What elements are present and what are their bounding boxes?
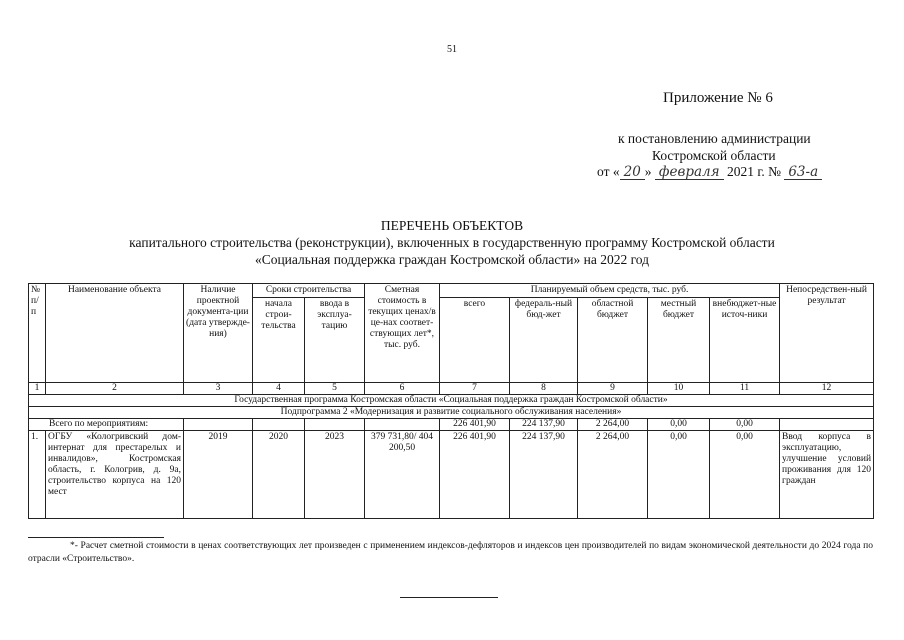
appendix-label: Приложение № 6 bbox=[663, 90, 773, 106]
row-commission: 2023 bbox=[305, 431, 365, 519]
document-subtitle-1: капитального строительства (реконструкции), включенных в государственную программу Костромской области bbox=[129, 235, 775, 250]
column-number-row bbox=[29, 383, 874, 395]
header-commission: ввода в эксплуа-тацию bbox=[305, 298, 365, 383]
total-regional: 2 264,00 bbox=[578, 419, 648, 431]
year-text: 2021 г. № bbox=[723, 164, 785, 179]
header-terms: Сроки строительства bbox=[253, 284, 365, 298]
header-start: начала строи-тельства bbox=[253, 298, 305, 383]
empty-cell bbox=[780, 419, 874, 431]
page-number: 51 bbox=[447, 44, 457, 55]
decree-date-line bbox=[597, 164, 822, 180]
total-federal: 224 137,90 bbox=[510, 419, 578, 431]
total-label: Всего по мероприятиям: bbox=[29, 419, 184, 431]
subprogram-row bbox=[29, 407, 874, 419]
header-regional: областной бюджет bbox=[578, 298, 648, 383]
column-number: 3 bbox=[184, 383, 253, 395]
decree-line-1: к постановлению администрации bbox=[618, 131, 811, 146]
total-row bbox=[29, 419, 874, 431]
program-title: Государственная программа Костромская области «Социальная поддержка граждан Костромской области» bbox=[29, 395, 874, 407]
column-number: 5 bbox=[305, 383, 365, 395]
program-row bbox=[29, 395, 874, 407]
header-estimate: Сметная стоимость в текущих ценах/в це-нах соответ-ствующих лет*, тыс. руб. bbox=[365, 284, 440, 383]
column-number: 7 bbox=[440, 383, 510, 395]
header-local: местный бюджет bbox=[648, 298, 710, 383]
subprogram-title: Подпрограмма 2 «Модернизация и развитие социального обслуживания населения» bbox=[29, 407, 874, 419]
handwritten-day: 20 bbox=[620, 165, 645, 180]
header-docs: Наличие проектной документа-ции (дата утвержде-ния) bbox=[184, 284, 253, 383]
date-prefix: от « bbox=[597, 164, 620, 179]
column-number: 1 bbox=[29, 383, 46, 395]
date-mid: » bbox=[644, 164, 655, 179]
column-number: 8 bbox=[510, 383, 578, 395]
column-number: 12 bbox=[780, 383, 874, 395]
column-number: 10 bbox=[648, 383, 710, 395]
header-row-1 bbox=[29, 284, 874, 298]
decree-line-2: Костромской области bbox=[652, 148, 776, 163]
row-estimate: 379 731,80/ 404 200,50 bbox=[365, 431, 440, 519]
row-start: 2020 bbox=[253, 431, 305, 519]
column-number: 11 bbox=[710, 383, 780, 395]
objects-table bbox=[28, 283, 874, 519]
row-num: 1. bbox=[29, 431, 46, 519]
table-row bbox=[29, 431, 874, 519]
header-result: Непосредствен-ный результат bbox=[780, 284, 874, 383]
column-number: 2 bbox=[46, 383, 184, 395]
end-divider bbox=[400, 597, 498, 598]
document-title: ПЕРЕЧЕНЬ ОБЪЕКТОВ bbox=[380, 218, 524, 233]
empty-cell bbox=[305, 419, 365, 431]
header-funds: Планируемый объем средств, тыс. руб. bbox=[440, 284, 780, 298]
empty-cell bbox=[365, 419, 440, 431]
total-all: 226 401,90 bbox=[440, 419, 510, 431]
empty-cell bbox=[184, 419, 253, 431]
row-name: ОГБУ «Кологривский дом-интернат для престарелых и инвалидов», Костромская область, г. Кологрив, д. 9а, строительство корпуса на 120 мест bbox=[46, 431, 184, 519]
header-name: Наименование объекта bbox=[46, 284, 184, 383]
total-local: 0,00 bbox=[648, 419, 710, 431]
footnote-divider bbox=[28, 537, 164, 538]
document-subtitle-2: «Социальная поддержка граждан Костромской области» на 2022 год bbox=[254, 252, 650, 267]
column-number: 4 bbox=[253, 383, 305, 395]
row-result: Ввод корпуса в эксплуатацию, улучшение условий проживания для 120 граждан bbox=[780, 431, 874, 519]
row-total: 226 401,90 bbox=[440, 431, 510, 519]
row-local: 0,00 bbox=[648, 431, 710, 519]
header-total: всего bbox=[440, 298, 510, 383]
row-docs: 2019 bbox=[184, 431, 253, 519]
row-regional: 2 264,00 bbox=[578, 431, 648, 519]
handwritten-month: февраля bbox=[655, 165, 724, 180]
total-offbudget: 0,00 bbox=[710, 419, 780, 431]
header-num: № п/п bbox=[29, 284, 46, 383]
empty-cell bbox=[253, 419, 305, 431]
column-number: 6 bbox=[365, 383, 440, 395]
header-offbudget: внебюджет-ные источ-ники bbox=[710, 298, 780, 383]
row-offbudget: 0,00 bbox=[710, 431, 780, 519]
row-federal: 224 137,90 bbox=[510, 431, 578, 519]
column-number: 9 bbox=[578, 383, 648, 395]
footnote: *- Расчет сметной стоимости в ценах соответствующих лет произведен с применением индексов-дефляторов и индексов цен производителей по видам экономической деятельности до 2024 года по отрасли «Строительство». bbox=[28, 541, 873, 564]
handwritten-number: 63-а bbox=[784, 165, 822, 180]
header-federal: федераль-ный бюд-жет bbox=[510, 298, 578, 383]
